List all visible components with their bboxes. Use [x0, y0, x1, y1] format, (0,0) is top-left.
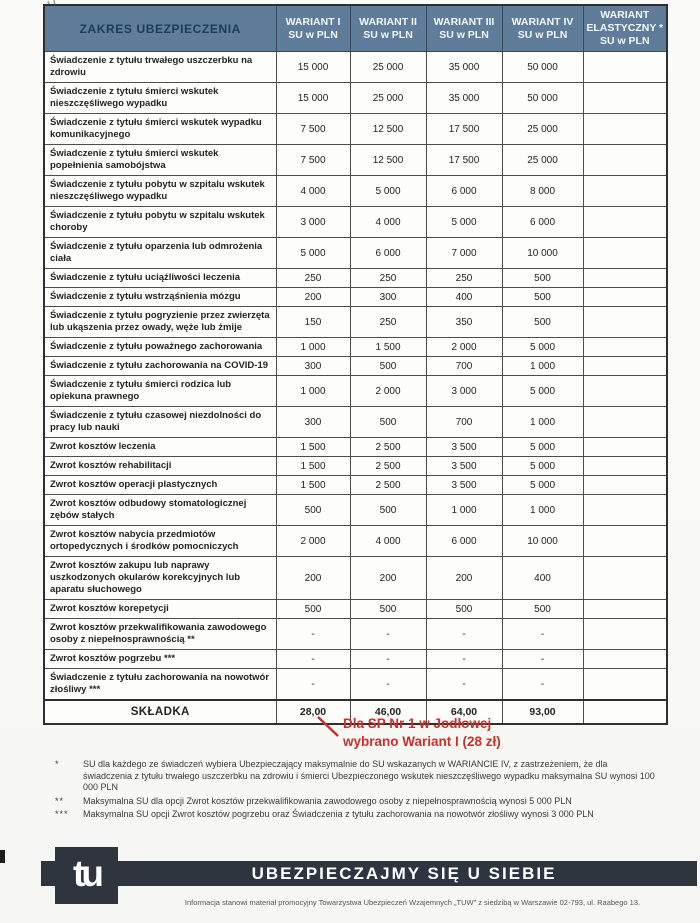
value-wariant-1: 1 500 [276, 457, 350, 476]
value-wariant-2: - [350, 619, 426, 650]
value-wariant-4: 25 000 [502, 114, 583, 145]
value-wariant-2: 2 500 [350, 476, 426, 495]
value-wariant-1: 5 000 [276, 238, 350, 269]
value-wariant-3: - [426, 619, 502, 650]
value-wariant-2: 25 000 [350, 83, 426, 114]
footnote-text: Maksymalna SU dla opcji Zwrot kosztów przekwalifikowania zawodowego osoby z niepełnosprawnością wynosi 5 000 PLN [83, 795, 572, 806]
premium-label: SKŁADKA [44, 700, 276, 724]
coverage-table-section [43, 4, 666, 823]
benefit-label: Zwrot kosztów nabycia przedmiotów ortopedycznych i środków pomocniczych [44, 526, 276, 557]
value-wariant-3: 2 000 [426, 338, 502, 357]
benefit-label: Świadczenie z tytułu czasowej niezdolności do pracy lub nauki [44, 407, 276, 438]
table-row [44, 650, 667, 669]
value-wariant-3: - [426, 669, 502, 701]
table-row [44, 669, 667, 701]
value-wariant-3: 350 [426, 307, 502, 338]
insurance-coverage-table [43, 4, 668, 725]
benefit-label: Świadczenie z tytułu wstrząśnienia mózgu [44, 288, 276, 307]
value-elastyczny [583, 600, 667, 619]
footnote [55, 759, 655, 794]
value-wariant-4: 5 000 [502, 457, 583, 476]
value-wariant-1: 200 [276, 557, 350, 600]
footnote-marker: * [55, 759, 60, 769]
value-wariant-4: 8 000 [502, 176, 583, 207]
value-wariant-3: 3 500 [426, 457, 502, 476]
header-wariant-elastyczny: WARIANT ELASTYCZNY * SU w PLN [583, 5, 667, 52]
value-wariant-2: 500 [350, 495, 426, 526]
value-wariant-4: 1 000 [502, 495, 583, 526]
value-wariant-3: 200 [426, 557, 502, 600]
value-elastyczny [583, 114, 667, 145]
table-row [44, 526, 667, 557]
value-wariant-4: 500 [502, 600, 583, 619]
benefit-label: Zwrot kosztów przekwalifikowania zawodowego osoby z niepełnosprawnością ** [44, 619, 276, 650]
value-wariant-3: - [426, 650, 502, 669]
value-wariant-4: 50 000 [502, 83, 583, 114]
value-wariant-2: 12 500 [350, 114, 426, 145]
footnote-text: SU dla każdego ze świadczeń wybiera Ubezpieczający maksymalnie do SU wskazanych w WARIANCIE IV, z zastrzeżeniem, że dla świadczenia z tytułu trwałego uszczerbku na zdrowiu i śmierci Ubezpieczonego wskutek nieszczęśliwego wypadku maksymalna SU wynosi 100 000 PLN [83, 759, 655, 792]
value-wariant-2: 4 000 [350, 207, 426, 238]
value-wariant-3: 700 [426, 407, 502, 438]
table-row [44, 288, 667, 307]
value-wariant-3: 6 000 [426, 176, 502, 207]
value-wariant-2: 25 000 [350, 52, 426, 83]
footer-banner-bar [41, 861, 697, 886]
value-wariant-2: 2 000 [350, 376, 426, 407]
tuw-logo-glyph: tu [73, 853, 100, 894]
handwritten-annotation [315, 715, 666, 751]
table-row [44, 207, 667, 238]
benefit-label: Zwrot kosztów rehabilitacji [44, 457, 276, 476]
table-row [44, 145, 667, 176]
tuw-logo [55, 847, 118, 904]
value-wariant-3: 1 000 [426, 495, 502, 526]
table-row [44, 619, 667, 650]
value-wariant-1: 15 000 [276, 52, 350, 83]
benefit-label: Świadczenie z tytułu śmierci rodzica lub opiekuna prawnego [44, 376, 276, 407]
value-elastyczny [583, 238, 667, 269]
value-wariant-1: 250 [276, 269, 350, 288]
table-row [44, 357, 667, 376]
footnote-text: Maksymalna SU opcji Zwrot kosztów pogrzebu oraz Świadczenia z tytułu zachorowania na nowotwór złośliwy wynosi 3 000 PLN [83, 809, 594, 819]
table-row [44, 52, 667, 83]
footnote [55, 796, 655, 808]
header-wariant-1: WARIANT I SU w PLN [276, 5, 350, 52]
value-wariant-3: 35 000 [426, 52, 502, 83]
premium-value-wariant-4: 93,00 [502, 700, 583, 724]
header-wariant-3: WARIANT III SU w PLN [426, 5, 502, 52]
table-row [44, 176, 667, 207]
value-wariant-1: 7 500 [276, 145, 350, 176]
header-zakres-ubezpieczenia: ZAKRES UBEZPIECZENIA [44, 5, 276, 52]
value-wariant-1: 1 500 [276, 438, 350, 457]
benefit-label: Świadczenie z tytułu pobytu w szpitalu wskutek nieszczęśliwego wypadku [44, 176, 276, 207]
value-wariant-1: 300 [276, 407, 350, 438]
value-wariant-3: 250 [426, 269, 502, 288]
value-wariant-2: 4 000 [350, 526, 426, 557]
value-wariant-2: 250 [350, 307, 426, 338]
footer-fine-print: Informacja stanowi materiał promocyjny Towarzystwa Ubezpieczeń Wzajemnych „TUW” z siedzibą w Warszawie 02-793, ul. Raabego 13. [184, 898, 641, 907]
value-wariant-2: 2 500 [350, 457, 426, 476]
value-wariant-3: 6 000 [426, 526, 502, 557]
value-elastyczny [583, 288, 667, 307]
footnote-marker: *** [55, 809, 69, 819]
premium-value-wariant-1: 28,00 [276, 700, 350, 724]
benefit-label: Świadczenie z tytułu uciążliwości leczenia [44, 269, 276, 288]
value-wariant-3: 7 000 [426, 238, 502, 269]
value-elastyczny [583, 407, 667, 438]
red-pointer-line-icon [315, 715, 341, 739]
value-elastyczny [583, 557, 667, 600]
value-wariant-3: 500 [426, 600, 502, 619]
value-elastyczny [583, 307, 667, 338]
value-wariant-4: 5 000 [502, 338, 583, 357]
value-wariant-3: 17 500 [426, 145, 502, 176]
value-wariant-2: 2 500 [350, 438, 426, 457]
value-elastyczny [583, 438, 667, 457]
value-wariant-4: 25 000 [502, 145, 583, 176]
footnote [55, 809, 655, 821]
value-wariant-2: 500 [350, 600, 426, 619]
value-wariant-1: - [276, 669, 350, 701]
table-row [44, 457, 667, 476]
value-wariant-1: 1 000 [276, 338, 350, 357]
benefit-label: Świadczenie z tytułu pogryzienie przez zwierzęta lub ukąszenia przez owady, węże lub żmije [44, 307, 276, 338]
benefit-label: Świadczenie z tytułu zachorowania na COVID-19 [44, 357, 276, 376]
value-elastyczny [583, 476, 667, 495]
benefit-label: Świadczenie z tytułu śmierci wskutek popełnienia samobójstwa [44, 145, 276, 176]
footnote-marker: ** [55, 795, 65, 806]
benefit-label: Świadczenie z tytułu zachorowania na nowotwór złośliwy *** [44, 669, 276, 701]
value-wariant-4: 400 [502, 557, 583, 600]
table-row [44, 495, 667, 526]
value-wariant-2: 12 500 [350, 145, 426, 176]
value-elastyczny [583, 176, 667, 207]
table-row [44, 438, 667, 457]
value-wariant-1: 200 [276, 288, 350, 307]
value-wariant-4: 5 000 [502, 438, 583, 457]
slogan-text: UBEZPIECZAJMY SIĘ U SIEBIE [251, 864, 557, 883]
value-wariant-1: - [276, 650, 350, 669]
value-wariant-4: 5 000 [502, 476, 583, 495]
value-elastyczny [583, 526, 667, 557]
value-elastyczny [583, 457, 667, 476]
value-wariant-4: 500 [502, 288, 583, 307]
benefit-label: Zwrot kosztów korepetycji [44, 600, 276, 619]
footnotes-section [55, 759, 655, 821]
value-elastyczny [583, 83, 667, 114]
value-wariant-1: 1 000 [276, 376, 350, 407]
table-row [44, 376, 667, 407]
scan-edge-artifact [0, 850, 5, 863]
benefit-label: Zwrot kosztów zakupu lub naprawy uszkodzonych okularów korekcyjnych lub aparatu słuchowego [44, 557, 276, 600]
value-wariant-3: 17 500 [426, 114, 502, 145]
table-row [44, 476, 667, 495]
value-elastyczny [583, 357, 667, 376]
value-wariant-3: 400 [426, 288, 502, 307]
value-wariant-1: 3 000 [276, 207, 350, 238]
value-wariant-2: 500 [350, 407, 426, 438]
table-row [44, 269, 667, 288]
value-wariant-4: 1 000 [502, 407, 583, 438]
value-wariant-4: - [502, 650, 583, 669]
header-wariant-2: WARIANT II SU w PLN [350, 5, 426, 52]
value-wariant-4: 10 000 [502, 526, 583, 557]
annotation-text [343, 715, 501, 751]
value-wariant-2: 1 500 [350, 338, 426, 357]
table-row [44, 114, 667, 145]
value-wariant-1: 7 500 [276, 114, 350, 145]
premium-value-wariant-2: 46,00 [350, 700, 426, 724]
value-wariant-1: 300 [276, 357, 350, 376]
value-wariant-1: 500 [276, 600, 350, 619]
benefit-label: Świadczenie z tytułu oparzenia lub odmrożenia ciała [44, 238, 276, 269]
value-wariant-3: 5 000 [426, 207, 502, 238]
value-wariant-2: 250 [350, 269, 426, 288]
value-wariant-1: 1 500 [276, 476, 350, 495]
value-wariant-4: 5 000 [502, 376, 583, 407]
table-row [44, 307, 667, 338]
benefit-label: Zwrot kosztów odbudowy stomatologicznej zębów stałych [44, 495, 276, 526]
value-wariant-4: 500 [502, 307, 583, 338]
annotation-line1: Dla SP Nr 1 w Jodłowej [343, 716, 492, 731]
value-elastyczny [583, 52, 667, 83]
value-elastyczny [583, 207, 667, 238]
value-wariant-4: 10 000 [502, 238, 583, 269]
benefit-label: Zwrot kosztów operacji plastycznych [44, 476, 276, 495]
value-wariant-2: - [350, 650, 426, 669]
value-elastyczny [583, 669, 667, 701]
benefit-label: Świadczenie z tytułu poważnego zachorowania [44, 338, 276, 357]
benefit-label: Zwrot kosztów leczenia [44, 438, 276, 457]
value-elastyczny [583, 495, 667, 526]
value-wariant-3: 35 000 [426, 83, 502, 114]
benefit-label: Zwrot kosztów pogrzebu *** [44, 650, 276, 669]
value-elastyczny [583, 269, 667, 288]
annotation-line2: wybrano Wariant I (28 zł) [343, 734, 501, 749]
value-wariant-2: 5 000 [350, 176, 426, 207]
benefit-label: Świadczenie z tytułu pobytu w szpitalu wskutek choroby [44, 207, 276, 238]
value-wariant-2: 500 [350, 357, 426, 376]
value-elastyczny [583, 145, 667, 176]
value-wariant-4: 1 000 [502, 357, 583, 376]
value-wariant-3: 3 500 [426, 476, 502, 495]
header-wariant-4: WARIANT IV SU w PLN [502, 5, 583, 52]
value-wariant-3: 3 000 [426, 376, 502, 407]
value-wariant-1: - [276, 619, 350, 650]
benefit-label: Świadczenie z tytułu śmierci wskutek wypadku komunikacyjnego [44, 114, 276, 145]
table-row [44, 407, 667, 438]
table-row [44, 600, 667, 619]
benefit-label: Świadczenie z tytułu śmierci wskutek nieszczęśliwego wypadku [44, 83, 276, 114]
value-wariant-4: 6 000 [502, 207, 583, 238]
value-wariant-2: 200 [350, 557, 426, 600]
value-elastyczny [583, 650, 667, 669]
value-wariant-1: 15 000 [276, 83, 350, 114]
value-wariant-3: 3 500 [426, 438, 502, 457]
value-wariant-2: 6 000 [350, 238, 426, 269]
value-wariant-3: 700 [426, 357, 502, 376]
value-elastyczny [583, 619, 667, 650]
value-elastyczny [583, 376, 667, 407]
table-row [44, 557, 667, 600]
value-wariant-1: 500 [276, 495, 350, 526]
value-wariant-4: 50 000 [502, 52, 583, 83]
table-row [44, 238, 667, 269]
value-wariant-2: - [350, 669, 426, 701]
table-header-row [44, 5, 667, 52]
value-wariant-4: 500 [502, 269, 583, 288]
value-wariant-1: 150 [276, 307, 350, 338]
value-wariant-2: 300 [350, 288, 426, 307]
coverage-rows [44, 52, 667, 701]
value-wariant-1: 2 000 [276, 526, 350, 557]
value-elastyczny [583, 338, 667, 357]
table-row [44, 83, 667, 114]
benefit-label: Świadczenie z tytułu trwałego uszczerbku na zdrowiu [44, 52, 276, 83]
table-row [44, 338, 667, 357]
value-wariant-4: - [502, 669, 583, 701]
value-wariant-1: 4 000 [276, 176, 350, 207]
value-wariant-4: - [502, 619, 583, 650]
premium-value-wariant-3: 64,00 [426, 700, 502, 724]
